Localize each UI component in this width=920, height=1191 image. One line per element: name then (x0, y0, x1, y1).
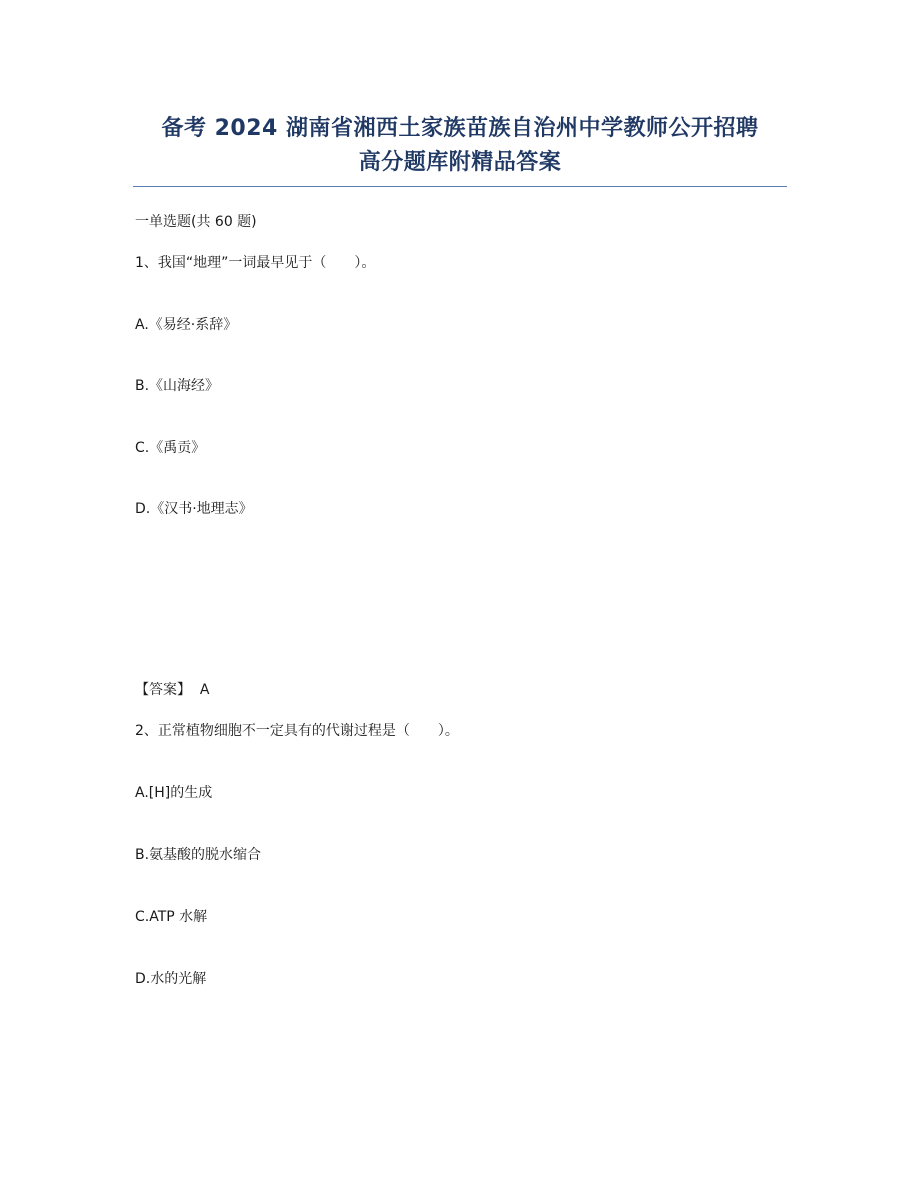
question-2-option-c: C.ATP 水解 (135, 909, 208, 925)
question-1-answer: 【答案】 A (135, 682, 210, 698)
question-1-stem: 1、我国“地理”一词最早见于（ ）。 (135, 255, 376, 271)
question-2-option-b: B.氨基酸的脱水缩合 (135, 847, 262, 863)
question-1-option-c: C.《禹贡》 (135, 440, 206, 456)
document-title-line-2: 高分题库附精品答案 (358, 150, 562, 175)
section-heading: 一单选题(共 60 题) (135, 214, 257, 230)
document-title-line-1: 备考 2024 湖南省湘西土家族苗族自治州中学教师公开招聘 (161, 116, 759, 141)
document-title (133, 112, 787, 180)
question-1-option-a: A.《易经·系辞》 (135, 317, 238, 333)
question-1-option-b: B.《山海经》 (135, 378, 220, 394)
question-1-option-d: D.《汉书·地理志》 (135, 501, 253, 517)
question-2-option-a: A.[H]的生成 (135, 785, 213, 801)
question-2-stem: 2、正常植物细胞不一定具有的代谢过程是（ ）。 (135, 723, 459, 739)
title-underline (133, 186, 787, 187)
question-2-option-d: D.水的光解 (135, 971, 207, 987)
